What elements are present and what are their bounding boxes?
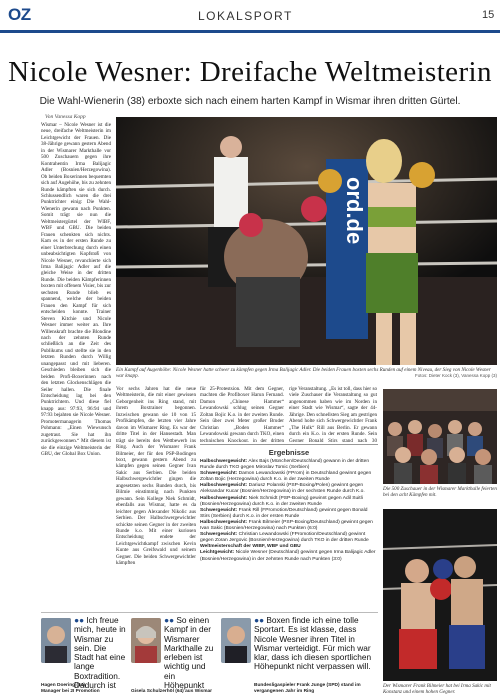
quote-1: [74, 616, 126, 690]
article-subheadline: Die Wahl-Wienerin (38) erboxte sich nach einem harten Kampf in Wismar ihren dritten Gürtel.: [39, 96, 461, 107]
boxers-photo: [383, 509, 497, 681]
boxers-photo-caption: Der Wismarer Frank Bilmeier hat bei Irma Sakic mit Konstanz und einem hohen Gegner.: [383, 683, 491, 696]
quote-mark-icon: ●●: [74, 616, 85, 625]
crowd-photo: [383, 389, 497, 484]
article-byline: Von Vanessa Kopp: [45, 114, 86, 120]
quote-3-portrait: [221, 618, 251, 663]
quote-1-text: Ich freue mich, heute in Wismar zu sein. Die Stadt hat eine lange Boxtradition. Dadurch ist: [74, 616, 126, 690]
result-item: Halbschwergewicht: Dariusz Polanski (PSP-Boxing/Polen) gewinnt gegen Aleksandar Kucar (Bosnien/Herzegowina) in der sechsten Runde durch K.o.: [200, 483, 365, 495]
article-body-col2: Vor sechs Jahren hat die neue Weltmeisterin, die mit einer gewissen Geborgenheit ins Ring stand, mit ihrem Boxtrainer begonnen. Inzwischen gewann sie 10 von 15 Profikämpfen, die letzten vier Jahre davon im Wismarer Ring. Es war der dritte Titel in der Hansestadt. Man trägt sie bereits den Wettbewerb ins Ring. Auch der Wismarer Frank Bilmeier, der für den PSP-Bodingen boxt, gewann gestern Abend zu kämpfen gegen seinen Gegner Ivan Sakic aus Serbien. Die beiden Halbschwergewichtler gingen die angesetzten sechs Runden durch, bis Bilmie einstimmig nach Punkten gewann. Sein Kollege Niek Schmidt, ebenfalls aus Wismar, hatte es da leichter gegen Alexander Nikolic aus Serbien. Der Halbschwergewichtler schickte seinen Gegner in der zweiten Runde k.o. Mit einer kuriosen Entscheidung endete der Leichtgewichtkampf zwischen Kevin Kunte aus Greifswald und seinem Gegner. Die beiden Schwergewichtler kämpften: [116, 386, 196, 567]
article-column-1: [41, 122, 111, 692]
quote-2-portrait: [131, 618, 161, 663]
main-photo: [116, 117, 497, 365]
result-item: Schwergewicht: Frank Rill (FPromotion/Deutschland) gewinnt gegen Bonald Stirs (Serbien) durch K.o. in der ersten Runde: [200, 507, 368, 519]
quote-1-portrait: [41, 618, 71, 663]
quote-mark-icon: ●●: [254, 616, 265, 625]
results-box: [200, 444, 378, 599]
article-body-col3: für 25-Protestsion. Mit dem Gegner, machten die Profiboxer Harun Fernand. Damon „Chinese Hammer“ Lewandowski schlug seinen Gegner Zoltan Bojic K.o. in der zweiten Runde. Sein über zwei Meter großer Bruder Christian „Boden Hammer“ Lewandowski gewann durch TKO, einen technischen Knockout, in der dritten: [200, 386, 284, 442]
result-item: Leichtgewicht: Nicole Wesner (Deutschland) gewinnt gegen Irma Balijagic Adler (Bosnien/Herzegowina) in der zehnten Runde nach Punkten (3:0): [200, 550, 376, 562]
quote-3-author: Bundesligaspieler Frank Junge (SPD) stand im vergangenen Jahr im Ring: [254, 683, 361, 694]
result-item: Halbschwergewicht: Niek Schmidt (PSP-Boxing) gewinnt gegen Adil Suitli (Bosnien/Herzegowina) durch K.o. in der zweiten Runde: [200, 495, 363, 507]
main-photo-caption: Ein Kampf auf Augenhöhe: Nicole Wesner hatte schwer zu kämpfen gegen Irma Balijagic Adler. Die beiden Frauen boxten sechs Runden auf einem Niveau, der Sieg von Nicole Wesner war knapp.: [116, 367, 491, 380]
results-list: [200, 459, 378, 563]
newspaper-logo: OZ: [8, 5, 31, 24]
quotes-divider: [41, 612, 378, 613]
article-body-col1: Wismar – Nicole Wesner ist die neue, dreifache Weltmeisterin im Leichtgewicht der Frauen. Die 38-Jährige gewann gestern Abend in der Wismarer Markthalle vor 500 Zuschauern gegen ihre Kontrahentin Irma Balijagic Adler (Bosnien/Herzegowina). Ob beiden Boxerinnen bequemten sich auf Augehöhe, bis zu zehnten Runde kämpften sie sich durch. Schlussendlich waren die drei Punktrichter einig: Die Wahl-Wienerin gewann nach Punkten. Somit trägt sie nun die Weltmeistergürtel der WIBF, WBF und GBU. Die beiden Frauen schenkten sich nichts. Kam es in der ersten Runde zu einer Unterbrechung durch einen unbeabsichtigten Kopfstoß von Nicole Wesner, revanchierte sich Irma Balijagic Adler auf die gleiche Weise in der dritten Runde. Die beiden Kämpferinnen boxten mit offenem Visier, bis zur sechsten Runde blieb es spannend, welche der beiden Frauen den Kampf für sich entscheiden konnte. Trainer Steven Kitchie und Nicole Wesner immer weiter an. Ihre Willenskraft brachte die Blondine nach der zehnten Runde schließlich an die Zeit des Publikums und stellte sie in den letzten Runden durch Willig unangepasst und mit lieberen. Geschieden bleiben sich die beiden Profi-Boxerinnen nach den letzten Glockenschlägen die Seiler hallen. Die finale Entscheidung lag bei den Punktrichtern. Und diese fiel knapp aus: 97:93, 96:94 und 97:93 bejahten sie Nicole Wesner. Promotermanagerin Thomas Pohmann: „Einen Wiewunsch zugetraut. Sie hat ihn zurückgewonnen.“ Mit diesem ist sie die einzige Weltmeisterin der GBU, der Global Box Union.: [41, 122, 111, 458]
result-item: Weltmeisterschaft der WIBF, WBF und GBU: [200, 544, 301, 550]
article-body-col4: rige Veranstaltung. „Es ist toll, dass hier so viele Zuschauer die Veranstaltung so gut angenommen haben wie im Norden in einer Stadt wie Wismar“, sagte der 44-Jährige. Den schnellsten Sieg am gestrigen Abend holte sich Schwergewichtler Frank „The Hulk“ Rill aus Berlin. Er gewann durch ein K.o. in der ersten Runde. Sein Gegner Bonald Stirs stand nach 30: [289, 386, 377, 442]
result-item: Halbschwergewicht: Frank Bilmeier (PSP-Boxing/Deutschland) gewinnt gegen Ivan Sakic (Bosnien/Herzegowina) nach Punkten (6:0): [200, 519, 373, 532]
result-item: Schwergewicht: Damon Lewandowski (FProm) in Deutschland gewinnt gegen Zoltan Bojic (Herzegowina) durch K.o. in der zweiten Runde: [200, 471, 372, 483]
article-column-3: [200, 386, 284, 442]
article-column-4: [289, 386, 377, 442]
results-title: Ergebnisse: [268, 448, 310, 457]
quote-3-text: Boxen finde ich eine tolle Sportart. Es ist klasse, dass Nicole Wesner ihren Titel in Wismar verteidigt. Für mich war klar, dass ich diesen sportlichen Höhepunkt nicht verpassen will.: [254, 616, 372, 672]
page-number: 15: [482, 9, 495, 21]
banner-text: ord.de: [342, 177, 367, 245]
article-headline: Nicole Wesner: Dreifache Weltmeisterin: [8, 56, 492, 88]
quote-3: [254, 616, 378, 684]
quote-mark-icon: ●●: [164, 616, 175, 625]
boxers-photo-image: [383, 509, 497, 681]
header-rule: [0, 30, 500, 33]
result-item: Halbschwergewicht: Alex Bajs (München/Deutschland) gewann in der dritten Runde durch TKO gegen Miroslav Tomic (Serbien): [200, 459, 370, 471]
article-column-2: [116, 386, 196, 612]
quote-2-author: Gisela Schulzerhöl (64) aus Wismar: [131, 689, 212, 694]
main-photo-image: [116, 117, 497, 365]
crowd-photo-caption: Die 500 Zuschauer in der Wismarer Markthalle feierten bei den acht Kämpfen mit.: [383, 486, 497, 499]
quote-2-text: So einen Kampf in der Wismarer Markthalle zu erleben ist wichtig und ein Höhepunkt: [164, 616, 214, 690]
quote-1-author: Hagen Doering (44), Manager bei 2I Promotion: [41, 683, 100, 694]
result-item: Schwergewicht: Christian Lewandowski (FPromotion/Deutschland) gewinnt gegen Zoran Jergovic (Bosnien/Herzegowina) durch TKO in der dritten Runde: [200, 532, 369, 544]
photo-credit: Fotos: Dieter Kock (3), Vanessa Kopp (3): [415, 373, 497, 378]
crowd-photo-image: [383, 389, 497, 484]
quote-2: [164, 616, 216, 690]
section-title: LOKALSPORT: [198, 9, 293, 23]
